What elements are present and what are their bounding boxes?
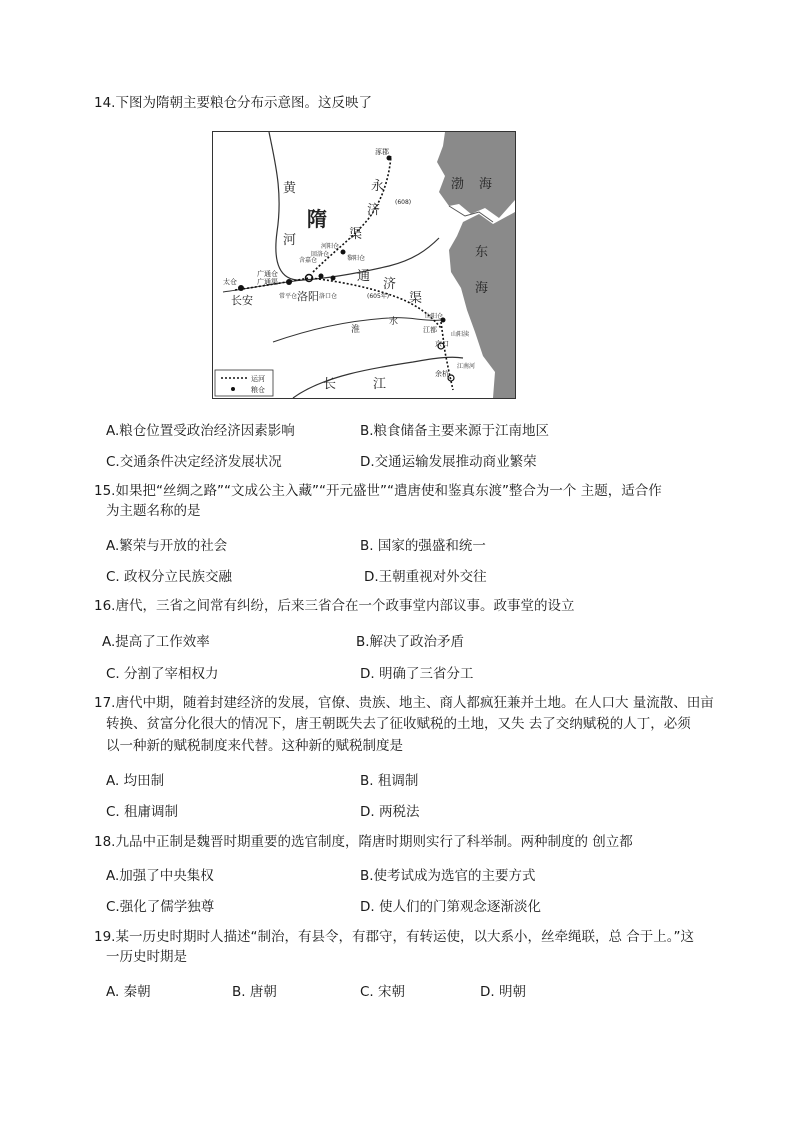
canal-label-qu2: 渠 [409, 291, 423, 306]
question-18-option-a: A.加强了中央集权 [106, 868, 214, 884]
river-label-he: 河 [283, 233, 297, 248]
river-label-jiang: 江 [373, 377, 387, 392]
sea-label-bo: 渤 [451, 177, 465, 192]
question-15-option-a: A.繁荣与开放的社会 [106, 538, 228, 554]
granary-hanjia: 含嘉仓 [299, 257, 318, 264]
question-18-option-c: C.强化了儒学独尊 [106, 899, 215, 915]
question-text: 某一历史时期时人描述“制治，有县令，有郡守，有转运使，以大系小，丝牵绳联，总 合于上。”这 [115, 929, 695, 945]
question-14-option-d: D.交通运输发展推动商业繁荣 [360, 454, 537, 470]
question-text: 如果把“丝绸之路”“文成公主入藏”“开元盛世”“遣唐使和鉴真东渡”整合为一个 主题，适合作 [115, 483, 662, 499]
question-number: 15. [94, 483, 116, 499]
legend-granary: 粮仓 [251, 386, 265, 394]
question-16-option-c: C. 分割了宰相权力 [106, 666, 219, 682]
question-19-option-d: D. 明朝 [480, 984, 526, 1000]
canal-label-ji2: 济 [383, 277, 397, 292]
question-15-option-b: B. 国家的强盛和统一 [360, 538, 486, 554]
granary-heyang: 河阳仓 [321, 243, 340, 250]
question-17-option-b: B. 租调制 [360, 773, 419, 789]
east-sea [449, 212, 515, 398]
canal-label-jiangnan: 江南河 [457, 363, 476, 370]
question-19-option-a: A. 秦朝 [106, 984, 151, 1000]
canal-label-shanyang: 山阳渎 [451, 331, 470, 338]
question-16-option-d: D. 明确了三省分工 [360, 666, 474, 682]
question-number: 14. [94, 95, 116, 111]
question-14-option-a: A.粮仓位置受政治经济因素影响 [106, 423, 295, 439]
canal-label-yongji-year: (608) [395, 199, 412, 206]
granary-changping: 常平仓 [279, 293, 298, 300]
question-19-stem-line2: 一历史时期是 [106, 949, 187, 965]
place-jingkou: 京口 [435, 340, 449, 348]
canal-label-yong: 永 [371, 179, 385, 194]
question-number: 16. [94, 598, 116, 614]
question-14-option-b: B.粮食储备主要来源于江南地区 [360, 423, 550, 439]
granary-shanyang: 山阳仓 [425, 313, 444, 320]
question-18-option-d: D. 使人们的门第观念逐渐淡化 [360, 899, 541, 915]
question-15-stem-line2: 为主题名称的是 [106, 503, 201, 519]
place-yuhang: 余杭 [435, 370, 449, 378]
place-changan: 长安 [231, 294, 253, 307]
question-17-option-d: D. 两税法 [360, 804, 420, 820]
question-number: 17. [94, 695, 116, 711]
question-number: 19. [94, 929, 116, 945]
canal-label-guangtong: 广通渠 [257, 278, 278, 286]
place-luoyang: 洛阳 [297, 290, 319, 303]
river-label-huang: 黄 [283, 181, 297, 196]
place-zhuojun: 涿郡 [375, 148, 389, 156]
sea-label-dong: 东 [475, 245, 489, 260]
question-17-stem [94, 692, 714, 714]
bohai-sea [437, 132, 515, 218]
question-19-option-c: C. 宋朝 [360, 984, 406, 1000]
question-text: 唐代，三省之间常有纠纷，后来三省合在一个政事堂内部议事。政事堂的设立 [115, 598, 575, 614]
question-text: 唐代中期，随着封建经济的发展，官僚、贵族、地主、商人都疯狂兼并土地。在人口大 量流散、田亩 [115, 695, 714, 711]
question-15-stem [94, 480, 662, 502]
question-14-stem [94, 92, 372, 114]
granary-taicang: 太仓 [223, 278, 237, 286]
granary-guangtong: 广通仓 [257, 270, 278, 278]
river-label-chang: 长 [323, 377, 337, 392]
question-19-stem [94, 926, 694, 948]
sui-granary-map [212, 131, 516, 399]
question-15-option-c: C. 政权分立民族交融 [106, 569, 233, 585]
sea-label-hai1: 海 [479, 177, 493, 192]
river-label-shui: 水 [389, 317, 399, 327]
question-text: 下图为隋朝主要粮仓分布示意图。这反映了 [115, 95, 372, 111]
river-label-huai: 淮 [351, 325, 361, 335]
region-label: 隋 [307, 207, 327, 231]
question-text: 九品中正制是魏晋时期重要的选官制度，隋唐时期则实行了科举制。两种制度的 创立都 [115, 834, 633, 850]
question-number: 18. [94, 834, 116, 850]
question-19-option-b: B. 唐朝 [232, 984, 277, 1000]
question-17-option-a: A. 均田制 [106, 773, 165, 789]
question-16-option-b: B.解决了政治矛盾 [356, 634, 465, 650]
legend-canal: 运河 [251, 375, 265, 383]
granary-luokou: 洛口仓 [319, 293, 338, 300]
question-17-stem-line2: 转换、贫富分化很大的情况下，唐王朝既失去了征收赋税的土地，又失 去了交纳赋税的人丁，必须 [106, 716, 691, 732]
question-18-stem [94, 831, 633, 853]
question-17-stem-line3: 以一种新的赋税制度来代替。这种新的赋税制度是 [106, 738, 403, 754]
granary-huiluo: 回洛仓 [311, 251, 330, 258]
question-16-stem [94, 595, 574, 617]
granary-liyang: 黎阳仓 [347, 255, 366, 262]
canal-label-ji1: 济 [367, 203, 381, 218]
canal-label-tongji-year: (605年) [367, 293, 390, 300]
question-16-option-a: A.提高了工作效率 [102, 634, 210, 650]
map-graphic [213, 132, 515, 398]
question-15-option-d: D.王朝重视对外交往 [364, 569, 487, 585]
question-18-option-b: B.使考试成为选官的主要方式 [360, 868, 536, 884]
question-14-option-c: C.交通条件决定经济发展状况 [106, 454, 282, 470]
place-jiangdu: 江都 [423, 326, 437, 334]
canal-label-tong: 通 [357, 269, 371, 284]
question-17-option-c: C. 租庸调制 [106, 804, 179, 820]
sea-label-hai2: 海 [475, 281, 489, 296]
canal-label-qu1: 渠 [349, 227, 363, 242]
